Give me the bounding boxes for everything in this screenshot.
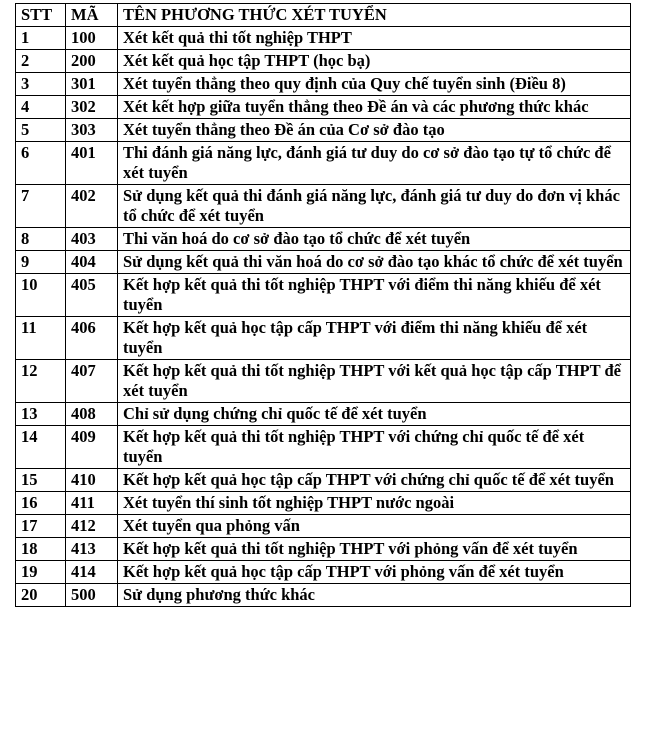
cell-ten: Kết hợp kết quả học tập cấp THPT với phỏng vấn để xét tuyển <box>118 561 631 584</box>
cell-stt: 20 <box>16 584 66 607</box>
header-ma: MÃ <box>66 4 118 27</box>
table-row <box>16 185 631 228</box>
cell-ten: Xét tuyển thí sinh tốt nghiệp THPT nước ngoài <box>118 492 631 515</box>
cell-ten: Xét kết quả thi tốt nghiệp THPT <box>118 27 631 50</box>
table-row <box>16 228 631 251</box>
cell-ma: 405 <box>66 274 118 317</box>
cell-stt: 1 <box>16 27 66 50</box>
table-row <box>16 538 631 561</box>
table-row <box>16 561 631 584</box>
cell-stt: 2 <box>16 50 66 73</box>
cell-ten: Kết hợp kết quả thi tốt nghiệp THPT với kết quả học tập cấp THPT để xét tuyển <box>118 360 631 403</box>
cell-ma: 408 <box>66 403 118 426</box>
cell-ma: 407 <box>66 360 118 403</box>
cell-ten: Kết hợp kết quả thi tốt nghiệp THPT với chứng chỉ quốc tế để xét tuyển <box>118 426 631 469</box>
cell-ma: 303 <box>66 119 118 142</box>
cell-ten: Xét tuyển qua phỏng vấn <box>118 515 631 538</box>
table-row <box>16 584 631 607</box>
cell-ma: 412 <box>66 515 118 538</box>
cell-ten: Kết hợp kết quả học tập cấp THPT với chứng chỉ quốc tế để xét tuyển <box>118 469 631 492</box>
cell-ten: Sử dụng kết quả thi đánh giá năng lực, đánh giá tư duy do đơn vị khác tổ chức để xét tuyển <box>118 185 631 228</box>
cell-ma: 403 <box>66 228 118 251</box>
cell-ten: Thi đánh giá năng lực, đánh giá tư duy do cơ sở đào tạo tự tổ chức để xét tuyển <box>118 142 631 185</box>
table-row <box>16 403 631 426</box>
cell-stt: 15 <box>16 469 66 492</box>
cell-stt: 8 <box>16 228 66 251</box>
cell-stt: 4 <box>16 96 66 119</box>
cell-ma: 413 <box>66 538 118 561</box>
cell-stt: 11 <box>16 317 66 360</box>
cell-stt: 16 <box>16 492 66 515</box>
header-ten: TÊN PHƯƠNG THỨC XÉT TUYỂN <box>118 4 631 27</box>
table-row <box>16 317 631 360</box>
cell-ten: Xét tuyển thẳng theo quy định của Quy chế tuyển sinh (Điều 8) <box>118 73 631 96</box>
cell-ten: Chỉ sử dụng chứng chỉ quốc tế để xét tuyển <box>118 403 631 426</box>
cell-ma: 406 <box>66 317 118 360</box>
cell-ten: Xét kết hợp giữa tuyển thẳng theo Đề án và các phương thức khác <box>118 96 631 119</box>
cell-ma: 404 <box>66 251 118 274</box>
table-row <box>16 469 631 492</box>
table-row <box>16 50 631 73</box>
cell-ma: 410 <box>66 469 118 492</box>
cell-ten: Kết hợp kết quả thi tốt nghiệp THPT với phỏng vấn để xét tuyển <box>118 538 631 561</box>
cell-stt: 3 <box>16 73 66 96</box>
table-row <box>16 360 631 403</box>
cell-ten: Xét tuyển thẳng theo Đề án của Cơ sở đào tạo <box>118 119 631 142</box>
cell-ten: Sử dụng kết quả thi văn hoá do cơ sở đào tạo khác tổ chức để xét tuyển <box>118 251 631 274</box>
cell-ma: 414 <box>66 561 118 584</box>
cell-stt: 14 <box>16 426 66 469</box>
cell-ma: 200 <box>66 50 118 73</box>
table-row <box>16 492 631 515</box>
cell-ma: 100 <box>66 27 118 50</box>
table-row <box>16 119 631 142</box>
cell-stt: 9 <box>16 251 66 274</box>
cell-ma: 409 <box>66 426 118 469</box>
header-stt: STT <box>16 4 66 27</box>
cell-ten: Xét kết quả học tập THPT (học bạ) <box>118 50 631 73</box>
cell-stt: 7 <box>16 185 66 228</box>
cell-ten: Thi văn hoá do cơ sở đào tạo tổ chức để xét tuyển <box>118 228 631 251</box>
cell-stt: 19 <box>16 561 66 584</box>
cell-stt: 17 <box>16 515 66 538</box>
cell-ma: 402 <box>66 185 118 228</box>
cell-stt: 12 <box>16 360 66 403</box>
cell-ten: Kết hợp kết quả thi tốt nghiệp THPT với điểm thi năng khiếu để xét tuyển <box>118 274 631 317</box>
table-body <box>16 27 631 607</box>
table-row <box>16 251 631 274</box>
cell-stt: 10 <box>16 274 66 317</box>
cell-ma: 302 <box>66 96 118 119</box>
cell-ma: 500 <box>66 584 118 607</box>
cell-stt: 6 <box>16 142 66 185</box>
cell-ma: 411 <box>66 492 118 515</box>
table-header-row <box>16 4 631 27</box>
cell-stt: 13 <box>16 403 66 426</box>
cell-stt: 5 <box>16 119 66 142</box>
table-row <box>16 142 631 185</box>
cell-ten: Sử dụng phương thức khác <box>118 584 631 607</box>
cell-ten: Kết hợp kết quả học tập cấp THPT với điểm thi năng khiếu để xét tuyển <box>118 317 631 360</box>
table-row <box>16 274 631 317</box>
cell-ma: 301 <box>66 73 118 96</box>
cell-stt: 18 <box>16 538 66 561</box>
table-row <box>16 515 631 538</box>
table-row <box>16 27 631 50</box>
table-row <box>16 426 631 469</box>
cell-ma: 401 <box>66 142 118 185</box>
table-row <box>16 73 631 96</box>
table-row <box>16 96 631 119</box>
admission-methods-table <box>15 3 631 607</box>
